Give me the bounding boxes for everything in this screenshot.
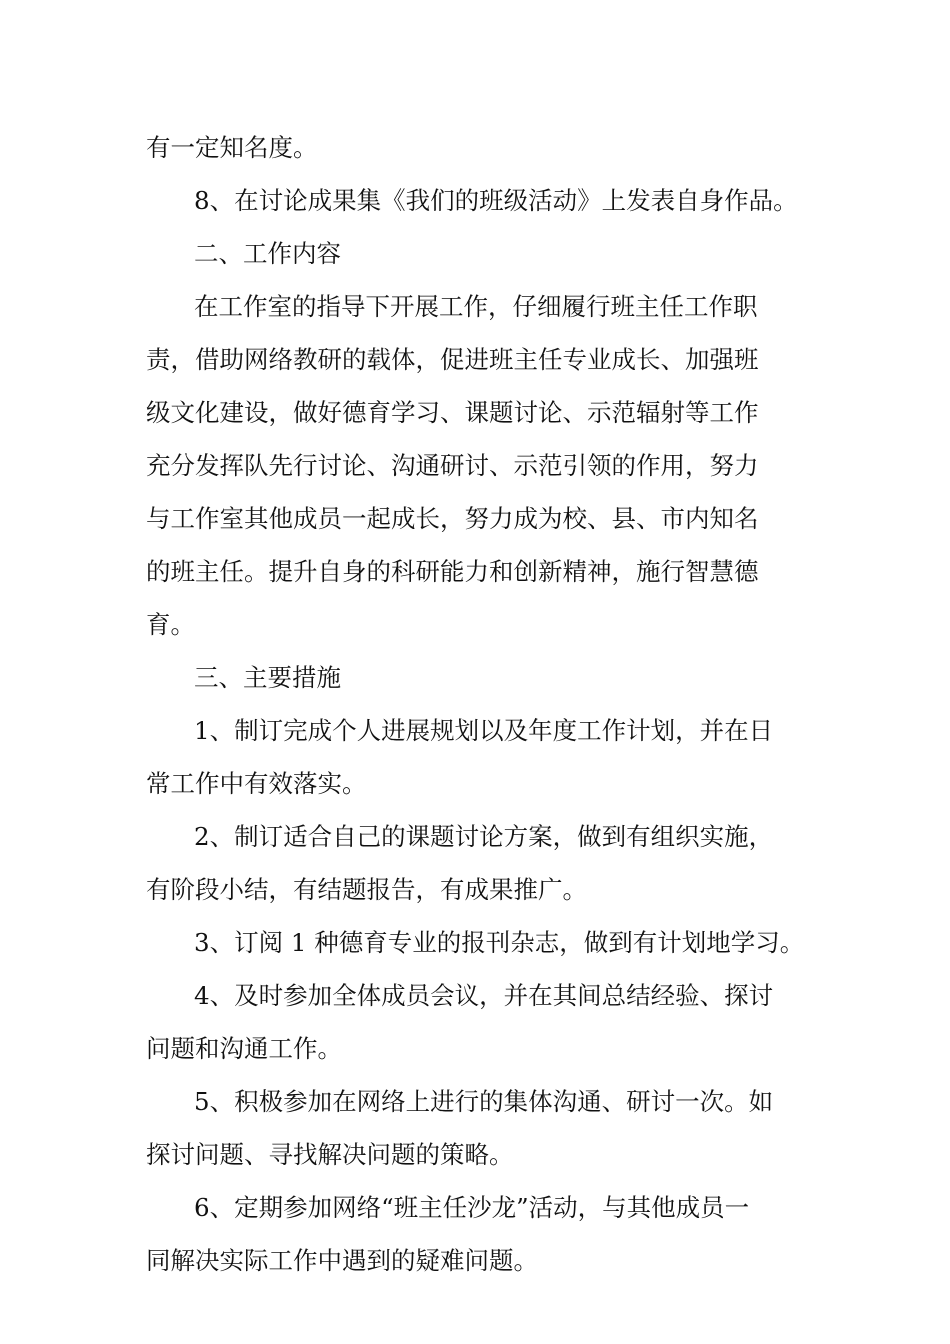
text-line: 6、定期参加网络“班主任沙龙”活动，与其他成员一 (194, 1193, 750, 1222)
section-heading: 三、主要措施 (194, 663, 341, 692)
text-line: 同解决实际工作中遇到的疑难问题。 (146, 1246, 538, 1275)
text-line: 8、在讨论成果集《我们的班级活动》上发表自身作品。 (194, 186, 798, 215)
text-line: 4、及时参加全体成员会议，并在其间总结经验、探讨 (194, 981, 774, 1010)
text-line: 常工作中有效落实。 (146, 769, 367, 798)
text-line: 5、积极参加在网络上进行的集体沟通、研讨一次。如 (194, 1087, 774, 1116)
text-line: 有一定知名度。 (146, 133, 318, 162)
text-line: 3、订阅 1 种德育专业的报刊杂志，做到有计划地学习。 (194, 928, 805, 957)
text-line: 2、制订适合自己的课题讨论方案，做到有组织实施， (194, 822, 774, 851)
text-line: 充分发挥队先行讨论、沟通研讨、示范引领的作用，努力 (146, 451, 759, 480)
text-line: 级文化建设，做好德育学习、课题讨论、示范辐射等工作 (146, 398, 759, 427)
text-line: 的班主任。提升自身的科研能力和创新精神，施行智慧德 (146, 557, 759, 586)
text-line: 探讨问题、寻找解决问题的策略。 (146, 1140, 514, 1169)
text-line: 在工作室的指导下开展工作，仔细履行班主任工作职 (194, 292, 758, 321)
text-line: 1、制订完成个人进展规划以及年度工作计划，并在日 (194, 716, 774, 745)
section-heading: 二、工作内容 (194, 239, 341, 268)
text-line: 与工作室其他成员一起成长，努力成为校、县、市内知名 (146, 504, 759, 533)
text-line: 育。 (146, 610, 195, 639)
text-line: 问题和沟通工作。 (146, 1034, 342, 1063)
text-line: 有阶段小结，有结题报告，有成果推广。 (146, 875, 587, 904)
text-line: 责，借助网络教研的载体，促进班主任专业成长、加强班 (146, 345, 759, 374)
